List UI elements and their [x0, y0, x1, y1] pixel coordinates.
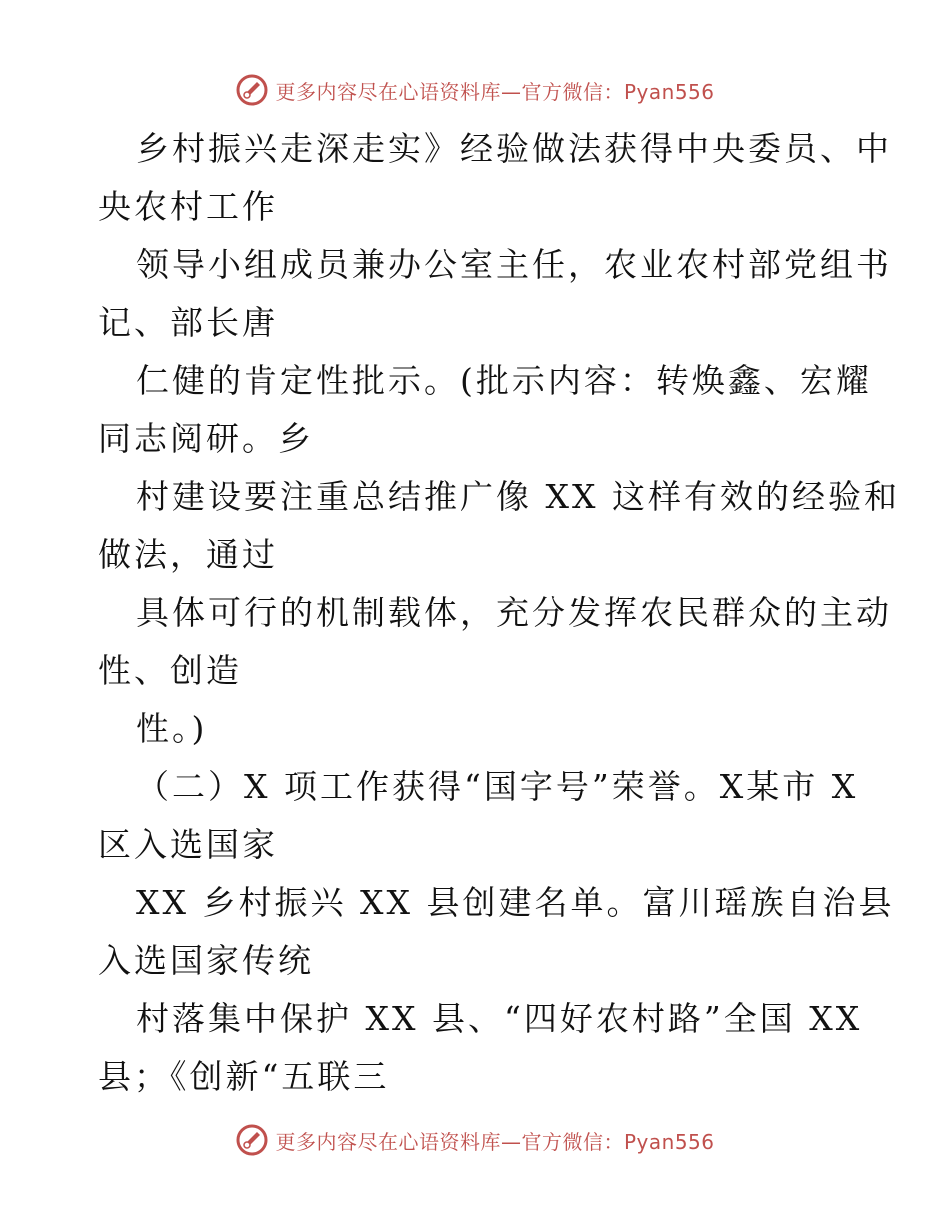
watermark-text: 更多内容尽在心语资料库—官方微信：Pyan556: [275, 79, 715, 104]
watermark-wechat-id: Pyan556: [623, 79, 715, 104]
text-line: 领导小组成员兼办公室主任，农业农村部党组书: [136, 245, 892, 284]
text-line: 同志阅研。乡: [98, 419, 314, 458]
text-line: XX 乡村振兴 XX 县创建名单。富川瑶族自治县: [136, 883, 895, 922]
logo-icon: [235, 73, 269, 107]
text-line: （二）X 项工作获得“国字号”荣誉。X某市 X: [136, 767, 859, 806]
text-line: 入选国家传统: [98, 941, 314, 980]
text-line: 性。): [136, 709, 208, 748]
text-line: 具体可行的机制载体，充分发挥农民群众的主动: [136, 593, 892, 632]
text-line: 性、创造: [98, 651, 242, 690]
text-line: 村建设要注重总结推广像 XX 这样有效的经验和: [136, 477, 900, 516]
watermark-text: 更多内容尽在心语资料库—官方微信：Pyan556: [275, 1129, 715, 1154]
text-line: 仁健的肯定性批示。(批示内容：转焕鑫、宏耀: [136, 361, 872, 400]
text-line: 县；《创新“五联三: [98, 1057, 390, 1096]
document-body: [98, 120, 900, 1106]
logo-icon: [235, 1123, 269, 1157]
text-line: 区入选国家: [98, 825, 278, 864]
footer-watermark: [0, 1120, 950, 1160]
header-watermark: [0, 70, 950, 110]
text-line: 村落集中保护 XX 县、“四好农村路”全国 XX: [136, 999, 863, 1038]
text-line: 央农村工作: [98, 187, 278, 226]
watermark-wechat-id: Pyan556: [623, 1129, 715, 1154]
text-line: 记、部长唐: [98, 303, 278, 342]
text-line: 做法，通过: [98, 535, 278, 574]
text-line: 乡村振兴走深走实》经验做法获得中央委员、中: [136, 129, 892, 168]
